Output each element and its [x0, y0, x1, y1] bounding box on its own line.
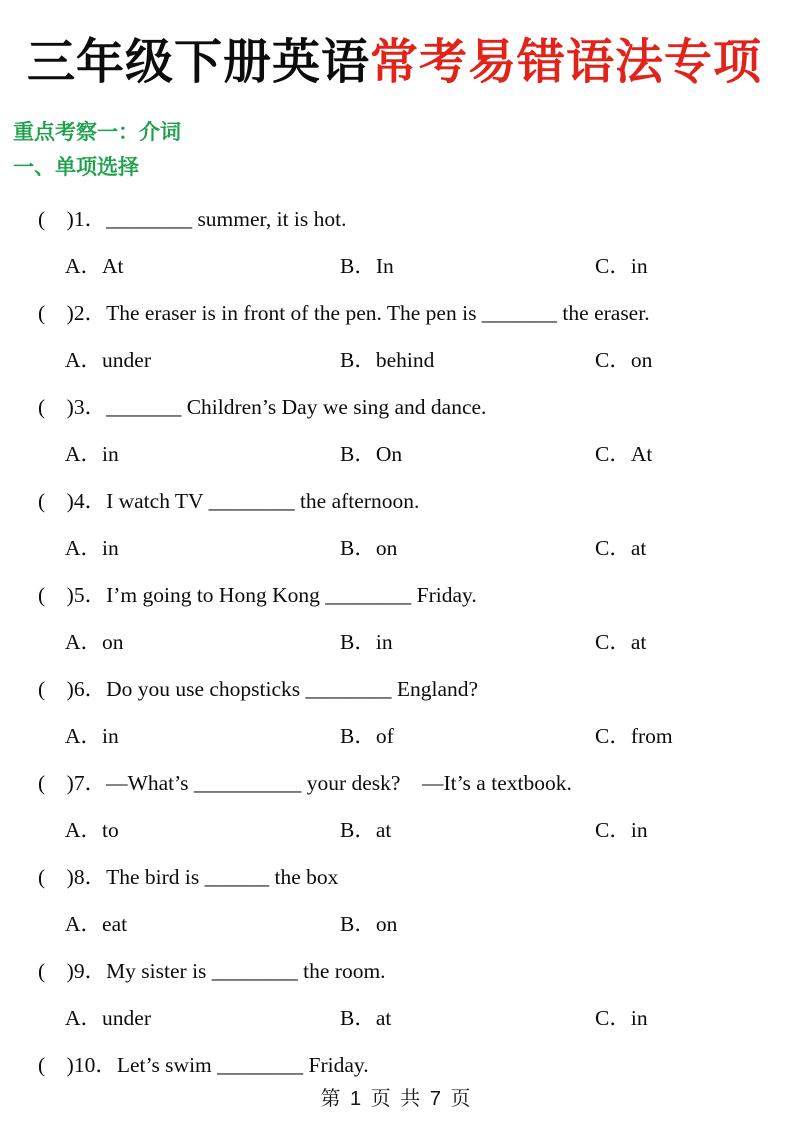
option-b: B．at [340, 1006, 392, 1030]
option-c: C．in [595, 818, 648, 842]
section-heading: 重点考察一：介词 [13, 121, 181, 144]
question-6-options [0, 713, 793, 760]
option-b: B．In [340, 254, 394, 278]
question-8 [0, 854, 793, 948]
option-a: A．under [65, 1006, 151, 1030]
question-1-options [0, 243, 793, 290]
question-7-options [0, 807, 793, 854]
option-b: B．in [340, 630, 393, 654]
question-9 [0, 948, 793, 1042]
question-1-text: ( )1．________ summer, it is hot. [38, 207, 347, 231]
question-4-text: ( )4．I watch TV ________ the afternoon. [38, 489, 420, 513]
option-a: A．in [65, 724, 119, 748]
page-number-footer: 第 1 页 共 7 页 [320, 1088, 473, 1110]
question-5 [0, 572, 793, 666]
option-c: C．on [595, 348, 653, 372]
option-a: A．At [65, 254, 124, 278]
page-title [27, 33, 762, 91]
option-a: A．on [65, 630, 124, 654]
option-b: B．On [340, 442, 403, 466]
question-2 [0, 290, 793, 384]
question-5-text: ( )5．I’m going to Hong Kong ________ Friday. [38, 583, 477, 607]
option-a: A．to [65, 818, 119, 842]
question-2-options [0, 337, 793, 384]
option-b: B．on [340, 912, 398, 936]
option-b: B．behind [340, 348, 435, 372]
question-3 [0, 384, 793, 478]
option-c: C．at [595, 630, 647, 654]
option-c: C．in [595, 254, 648, 278]
question-6-text: ( )6．Do you use chopsticks ________ England? [38, 677, 479, 701]
option-c: C．in [595, 1006, 648, 1030]
question-9-text: ( )9．My sister is ________ the room. [38, 959, 386, 983]
option-c: C．from [595, 724, 673, 748]
question-3-text: ( )3．_______ Children’s Day we sing and dance. [38, 395, 487, 419]
title-grade-part: 三年级下册英语 [27, 34, 371, 90]
option-a: A．eat [65, 912, 128, 936]
option-a: A．in [65, 442, 119, 466]
question-5-options [0, 619, 793, 666]
option-c: C．at [595, 536, 647, 560]
option-b: B．on [340, 536, 398, 560]
option-a: A．under [65, 348, 151, 372]
option-c [595, 901, 793, 948]
option-b: B．of [340, 724, 394, 748]
question-8-options [0, 901, 793, 948]
question-2-text: ( )2．The eraser is in front of the pen. The pen is _______ the eraser. [38, 301, 650, 325]
question-8-text: ( )8．The bird is ______ the box [38, 865, 339, 889]
question-1 [0, 196, 793, 290]
title-topic-part: 常考易错语法专项 [370, 34, 763, 90]
question-6 [0, 666, 793, 760]
question-9-options [0, 995, 793, 1042]
option-b: B．at [340, 818, 392, 842]
section-subheading: 一、单项选择 [13, 156, 139, 179]
question-3-options [0, 431, 793, 478]
option-c: C．At [595, 442, 653, 466]
question-7-text: ( )7．—What’s __________ your desk? —It’s a textbook. [38, 771, 572, 795]
question-4 [0, 478, 793, 572]
question-4-options [0, 525, 793, 572]
option-a: A．in [65, 536, 119, 560]
question-list [0, 196, 793, 1089]
question-7 [0, 760, 793, 854]
question-10-text: ( )10．Let’s swim ________ Friday. [38, 1053, 369, 1077]
